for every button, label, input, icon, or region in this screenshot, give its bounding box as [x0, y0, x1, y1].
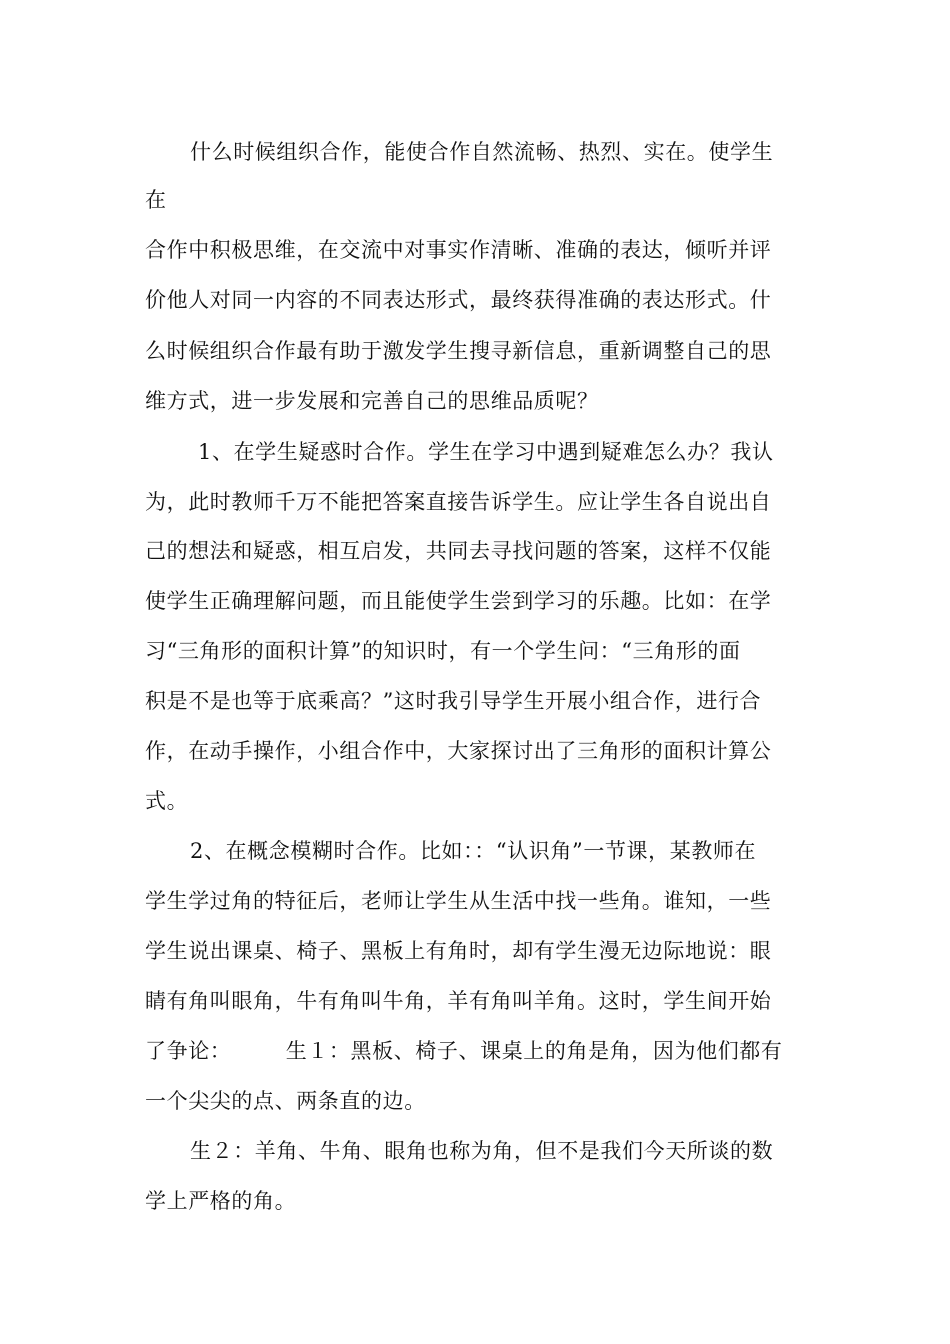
text-line: 习“三角形的面积计算”的知识时，有一个学生问：“三角形的面	[145, 639, 741, 663]
text-line: 作，在动手操作，小组合作中，大家探讨出了三角形的面积计算公	[145, 739, 772, 763]
text-line: 一个尖尖的点、两条直的边。	[145, 1089, 426, 1113]
text-line: 睛有角叫眼角，牛有角叫牛角，羊有角叫羊角。这时，学生间开始	[145, 989, 772, 1013]
text-line: 式。	[145, 789, 189, 813]
text-line: 1、在学生疑惑时合作。学生在学习中遇到疑难怎么办？我认	[198, 440, 774, 464]
text-line: 己的想法和疑惑，相互启发，共同去寻找问题的答案，这样不仅能	[145, 539, 772, 563]
text-line: 2、在概念模糊时合作。比如：：“认识角”一节课，某教师在	[190, 839, 757, 863]
text-line: 积是不是也等于底乘高？”这时我引导学生开展小组合作，进行合	[145, 689, 762, 713]
text-line: 维方式，进一步发展和完善自己的思维品质呢？	[145, 389, 599, 413]
text-line: 了争论： 生１：黑板、椅子、课桌上的角是角，因为他们都有	[145, 1039, 783, 1063]
text-line: 在	[145, 188, 167, 212]
text-line: 什么时候组织合作，能使合作自然流畅、热烈、实在。使学生	[190, 140, 774, 164]
text-line: 学生说出课桌、椅子、黑板上有角时，却有学生漫无边际地说：眼	[145, 939, 772, 963]
text-line: 么时候组织合作最有助于激发学生搜寻新信息，重新调整自己的思	[145, 339, 772, 363]
text-line: 为，此时教师千万不能把答案直接告诉学生。应让学生各自说出自	[145, 490, 772, 514]
text-line: 合作中积极思维，在交流中对事实作清晰、准确的表达，倾听并评	[145, 238, 772, 262]
text-line: 学生学过角的特征后，老师让学生从生活中找一些角。谁知，一些	[145, 889, 772, 913]
text-line: 学上严格的角。	[145, 1189, 297, 1213]
text-line: 价他人对同一内容的不同表达形式，最终获得准确的表达形式。什	[145, 288, 772, 312]
text-line: 使学生正确理解问题，而且能使学生尝到学习的乐趣。比如：在学	[145, 589, 772, 613]
text-line: 生２：羊角、牛角、眼角也称为角，但不是我们今天所谈的数	[190, 1139, 774, 1163]
